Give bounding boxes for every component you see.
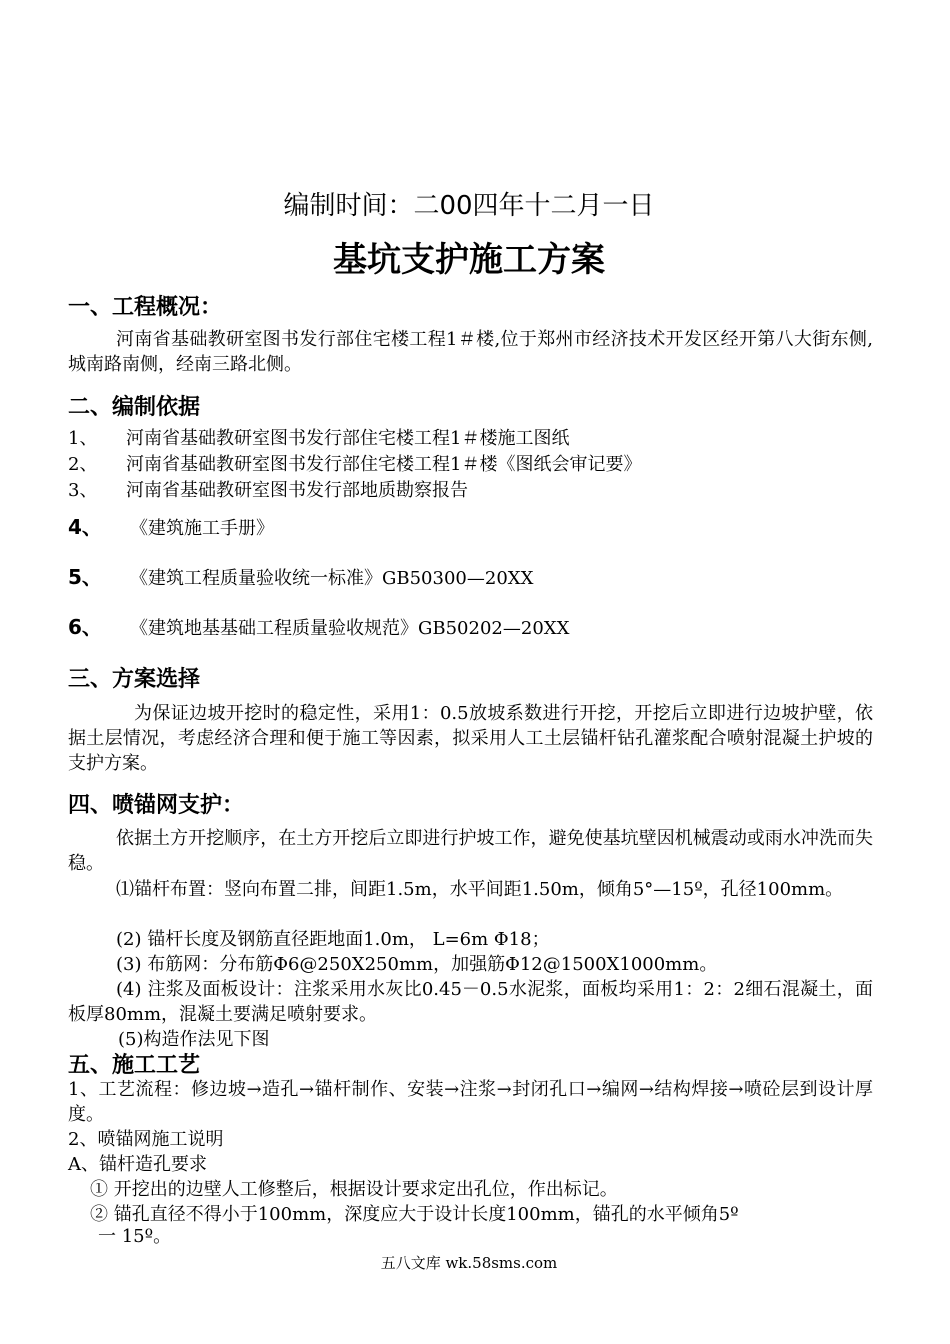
process-item-1: ① 开挖出的边壁人工修整后，根据设计要求定出孔位，作出标记。 (90, 1179, 618, 1200)
scheme-paragraph: 为保证边坡开挖时的稳定性，采用1：0.5放坡系数进行开挖，开挖后立即进行边坡护壁，依据土层情况，考虑经济合理和便于施工等因素，拟采用人工土层锚杆钻孔灌浆配合喷射混凝土护坡的支护方案。 (68, 703, 873, 774)
basis-item (68, 515, 274, 541)
basis-item-text: 河南省基础教研室图书发行部住宅楼工程1＃楼《图纸会审记要》 (126, 454, 642, 475)
basis-item-text: 《建筑工程质量验收统一标准》GB50300—20XX (130, 568, 534, 589)
overview-paragraph: 河南省基础教研室图书发行部住宅楼工程1＃楼,位于郑州市经济技术开发区经开第八大街东侧,城南路南侧，经南三路北侧。 (68, 329, 873, 375)
construction-note-line: (5)构造作法见下图 (118, 1029, 270, 1050)
shotcrete-paragraph: 依据土方开挖顺序，在土方开挖后立即进行护坡工作，避免使基坑壁因机械震动或雨水冲洗而失稳。 (68, 828, 873, 874)
basis-item (68, 452, 641, 477)
compile-date: 编制时间：二00四年十二月一日 (283, 191, 655, 221)
section-heading-overview: 一、工程概况： (68, 295, 223, 320)
document-title: 基坑支护施工方案 (333, 240, 605, 280)
process-item-2: ② 锚孔直径不得小于100mm，深度应大于设计长度100mm，锚孔的水平倾角5º (90, 1204, 739, 1225)
basis-item-number: 3、 (68, 480, 98, 501)
section-heading-shotcrete: 四、喷锚网支护： (68, 793, 245, 818)
basis-item (68, 615, 569, 641)
section-heading-scheme: 三、方案选择 (68, 667, 201, 692)
process-item-2-cont: 一 15º。 (98, 1226, 172, 1247)
anchor-layout-paragraph: ⑴锚杆布置：竖向布置二排，间距1.5m，水平间距1.50m，倾角5°—15º，孔径100mm。 (116, 879, 844, 900)
basis-item (68, 426, 569, 451)
basis-item-number: 6、 (68, 615, 102, 639)
mesh-line: (3) 布筋网：分布筋Φ6@250X250mm，加强筋Φ12@1500X1000mm。 (116, 954, 718, 975)
basis-item-number: 1、 (68, 428, 98, 449)
basis-item (68, 478, 468, 503)
process-sub-a-line: A、锚杆造孔要求 (68, 1154, 207, 1175)
process-explain-line: 2、喷锚网施工说明 (68, 1129, 224, 1150)
footer-watermark: 五八文库 wk.58sms.com (380, 1254, 558, 1272)
basis-item-text: 《建筑地基基础工程质量验收规范》GB50202—20XX (130, 618, 570, 639)
basis-item-number: 2、 (68, 454, 98, 475)
basis-item-text: 《建筑施工手册》 (130, 518, 274, 539)
process-flow-paragraph: 1、工艺流程：修边坡→造孔→锚杆制作、安装→注浆→封闭孔口→编网→结构焊接→喷砼层到设计厚度。 (68, 1079, 873, 1125)
grouting-paragraph: (4) 注浆及面板设计：注浆采用水灰比0.45－0.5水泥浆，面板均采用1：2：2细石混凝土，面板厚80mm，混凝土要满足喷射要求。 (68, 979, 873, 1025)
basis-item-number: 4、 (68, 515, 102, 539)
section-heading-basis: 二、编制依据 (68, 395, 201, 420)
basis-item-text: 河南省基础教研室图书发行部住宅楼工程1＃楼施工图纸 (126, 428, 570, 449)
section-heading-process: 五、施工工艺 (68, 1053, 201, 1078)
basis-item-text: 河南省基础教研室图书发行部地质勘察报告 (126, 480, 468, 501)
basis-item-number: 5、 (68, 565, 102, 589)
basis-item (68, 565, 533, 591)
anchor-length-line: (2) 锚杆长度及钢筋直径距地面1.0m， L=6m Φ18； (116, 929, 550, 950)
